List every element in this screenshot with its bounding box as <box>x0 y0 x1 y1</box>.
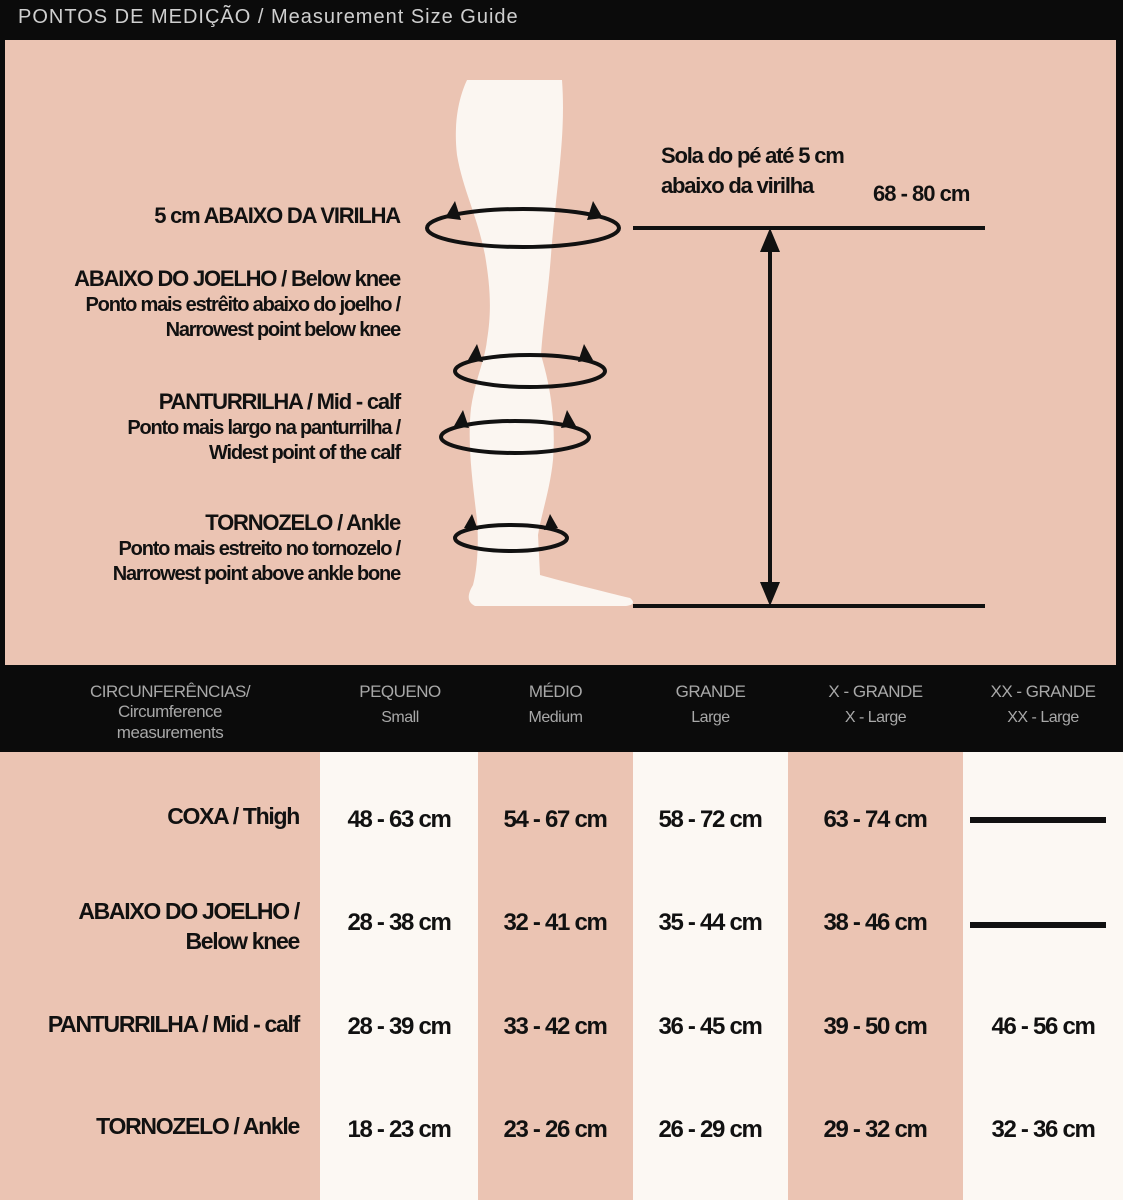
row-label-mid-calf: PANTURRILHA / Mid - calf <box>47 1011 299 1037</box>
header-size-xxlarge: XX - GRANDE XX - Large <box>990 682 1096 727</box>
leg-length-description: Sola do pé até 5 cm abaixo da virilha <box>661 143 844 198</box>
measurement-diagram <box>5 40 1116 665</box>
header-size-small: PEQUENO Small <box>359 682 441 727</box>
size-table <box>0 752 1123 1200</box>
cell-ankle-xxlarge: 32 - 36 cm <box>991 1116 1095 1143</box>
cell-calf-xxlarge: 46 - 56 cm <box>991 1013 1095 1040</box>
header-circumference: CIRCUNFERÊNCIAS/ Circumference measurements <box>89 682 251 742</box>
cell-ankle-medium: 23 - 26 cm <box>503 1116 607 1143</box>
cell-thigh-xxlarge-na <box>970 817 1106 823</box>
cell-knee-xxlarge-na <box>970 922 1106 928</box>
cell-thigh-small: 48 - 63 cm <box>347 806 451 833</box>
leg-length-value: 68 - 80 cm <box>873 181 970 206</box>
cell-thigh-large: 58 - 72 cm <box>658 806 762 833</box>
cell-knee-small: 28 - 38 cm <box>347 909 451 936</box>
cell-knee-medium: 32 - 41 cm <box>503 909 607 936</box>
cell-ankle-xlarge: 29 - 32 cm <box>823 1116 927 1143</box>
table-header <box>0 668 1123 751</box>
cell-thigh-xlarge: 63 - 74 cm <box>823 806 927 833</box>
page-title: PONTOS DE MEDIÇÃO / Measurement Size Guide <box>18 6 519 28</box>
label-groin: 5 cm ABAIXO DA VIRILHA <box>154 203 400 228</box>
header-size-large: GRANDE Large <box>675 682 746 727</box>
label-below-knee: ABAIXO DO JOELHO / Below knee Ponto mais estrêito abaixo do joelho / Narrowest point below knee <box>74 266 400 341</box>
cell-calf-medium: 33 - 42 cm <box>503 1013 607 1040</box>
cell-calf-small: 28 - 39 cm <box>347 1013 451 1040</box>
cell-knee-large: 35 - 44 cm <box>658 909 762 936</box>
header-size-medium: MÉDIO Medium <box>528 682 583 727</box>
row-label-below-knee: ABAIXO DO JOELHO / Below knee <box>78 898 299 954</box>
cell-calf-xlarge: 39 - 50 cm <box>823 1013 927 1040</box>
label-mid-calf: PANTURRILHA / Mid - calf Ponto mais largo na panturrilha / Widest point of the calf <box>127 389 400 464</box>
cell-knee-xlarge: 38 - 46 cm <box>823 909 927 936</box>
cell-ankle-large: 26 - 29 cm <box>658 1116 762 1143</box>
header-size-xlarge: X - GRANDE X - Large <box>828 682 923 727</box>
row-label-thigh: COXA / Thigh <box>167 803 299 829</box>
label-ankle: TORNOZELO / Ankle Ponto mais estreito no tornozelo / Narrowest point above ankle bone <box>112 510 400 585</box>
cell-thigh-medium: 54 - 67 cm <box>503 806 607 833</box>
cell-calf-large: 36 - 45 cm <box>658 1013 762 1040</box>
cell-ankle-small: 18 - 23 cm <box>347 1116 451 1143</box>
row-label-ankle: TORNOZELO / Ankle <box>96 1113 299 1139</box>
